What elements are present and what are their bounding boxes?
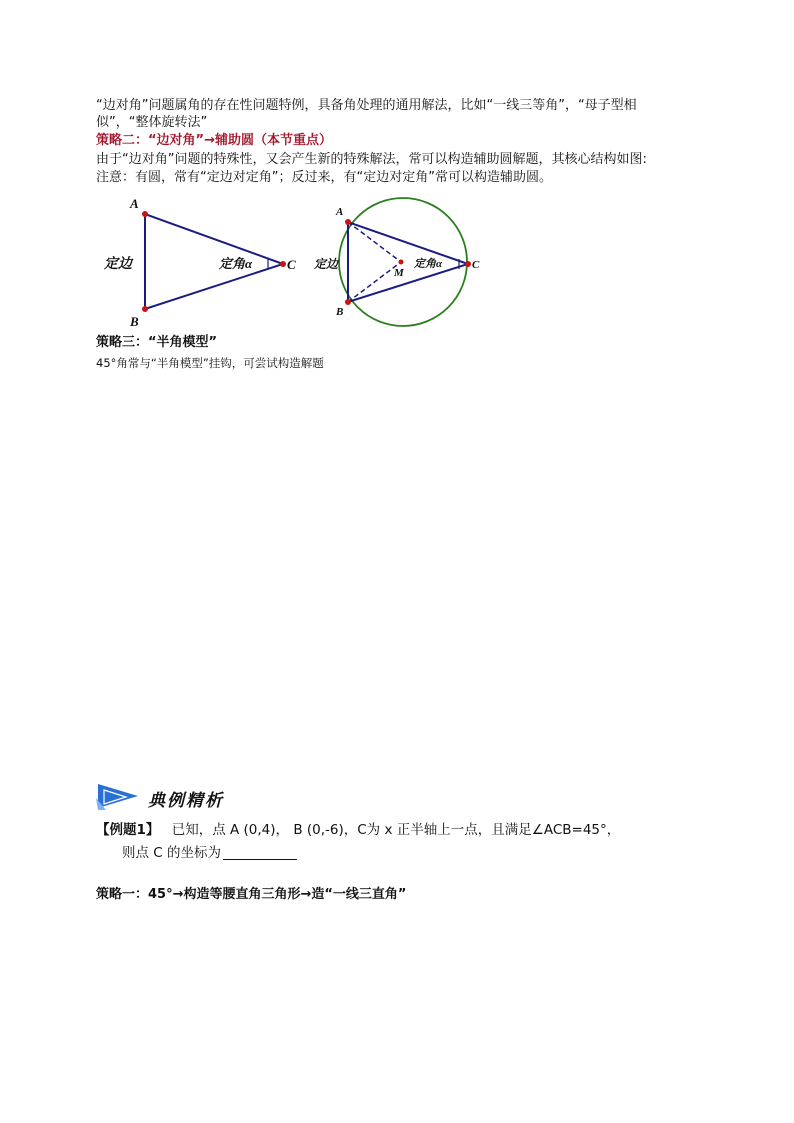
triangle-abc bbox=[145, 214, 283, 309]
strategy1-heading: 策略一：45°→构造等腰直角三角形→造“一线三直角” bbox=[96, 887, 407, 902]
example1-text: 已知，点 A (0,4)， B (0,-6)，C为 x 正半轴上一点，且满足∠ACB=45°， bbox=[171, 822, 621, 838]
section-header bbox=[94, 782, 294, 812]
section-arrow-icon bbox=[94, 782, 142, 812]
label-a: A bbox=[336, 206, 344, 218]
point-b-dot bbox=[345, 299, 351, 305]
intro-line-2: 似”，“整体旋转法” bbox=[96, 115, 208, 130]
fixed-angle-label: 定角α bbox=[219, 256, 253, 271]
strategy2-heading: 策略二：“边对角”→辅助圆（本节重点） bbox=[96, 133, 332, 148]
fixed-side-label: 定边 bbox=[314, 257, 339, 271]
answer-blank[interactable] bbox=[223, 845, 297, 860]
example1-prompt: 则点 C 的坐标为 bbox=[122, 845, 222, 861]
strategy3-text: 45°角常与“半角模型”挂钩，可尝试构造解题 bbox=[96, 356, 324, 370]
fixed-side-label: 定边 bbox=[104, 257, 132, 272]
example1-label: 【例题1】 bbox=[96, 822, 160, 838]
point-b-dot bbox=[142, 306, 148, 312]
inscribed-triangle bbox=[348, 222, 468, 302]
label-m: M bbox=[394, 267, 404, 279]
label-a: A bbox=[130, 196, 139, 211]
example1-line-2 bbox=[122, 845, 297, 861]
point-a-dot bbox=[142, 211, 148, 217]
strategy2-line-1: 由于“边对角”问题的特殊性，又会产生新的特殊解法，常可以构造辅助圆解题，其核心结构如图: bbox=[96, 152, 647, 167]
point-m-dot bbox=[399, 260, 404, 265]
figure-triangle bbox=[96, 192, 316, 332]
point-a-dot bbox=[345, 219, 351, 225]
section-title: 典例精析 bbox=[148, 791, 224, 811]
point-c-dot bbox=[280, 261, 286, 267]
strategy2-line-2: 注意：有圆，常有“定边对定角”；反过来，有“定边对定角”常可以构造辅助圆。 bbox=[96, 170, 552, 185]
label-b: B bbox=[336, 306, 344, 318]
strategy3-heading: 策略三：“半角模型” bbox=[96, 335, 218, 350]
radius-ma bbox=[348, 222, 401, 262]
fixed-angle-label: 定角α bbox=[414, 258, 443, 270]
intro-line-1: “边对角”问题属角的存在性问题特例，具备角处理的通用解法，比如“一线三等角”，“母子型相 bbox=[96, 98, 637, 113]
label-c: C bbox=[472, 259, 480, 271]
label-b: B bbox=[130, 314, 139, 329]
example1-line-1 bbox=[96, 822, 620, 838]
point-c-dot bbox=[465, 261, 471, 267]
label-c: C bbox=[287, 257, 296, 272]
figure-auxiliary-circle bbox=[306, 192, 506, 337]
